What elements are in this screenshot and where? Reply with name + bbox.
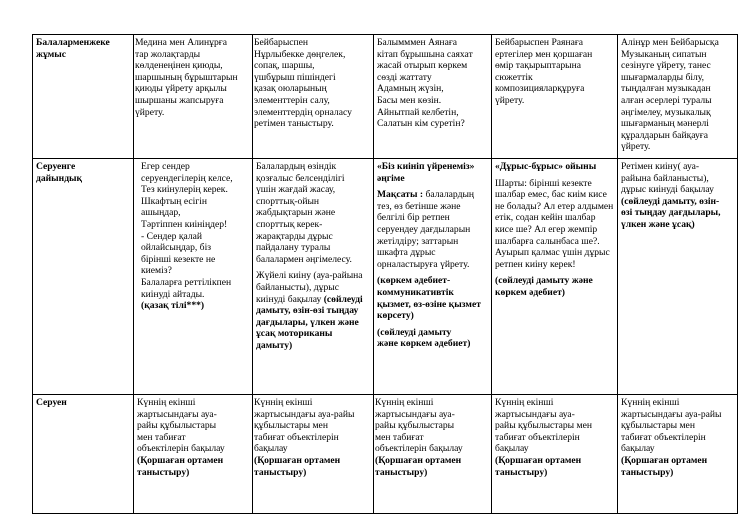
- cell-walk-day-1: [137, 397, 250, 512]
- table-border-right: [737, 34, 738, 514]
- cell-text: Ретімен киіну( ауа- райына байланысты), дұрыс киінуді бақылау: [621, 161, 714, 196]
- column-divider: [133, 34, 134, 514]
- bold-note: (Қоршаған ортамен таныстыру): [375, 454, 462, 478]
- cell-text: Шарты: бірінші кезекте шалбар емес, бас киім кисе не болады? Ал етер алдымен етік, содан кейін шалбар кисе ше? Ал егер жемпір шалбарға салынбаса ше?. Ауырып қалмас үшін дұрыс ретпен киіну керек!: [495, 177, 614, 270]
- bold-note: (сөйлеуді дамыту, өзін- өзі тыңдау дағдылары, үлкен және ұсақ): [621, 195, 721, 230]
- cell-text: Бейбарыспен Раянаға ертегілер мен қоршаған өмір тақырыптарына сюжеттік композицияларқұруға үйрету.: [495, 37, 593, 106]
- cell-individual-work-day-3: [377, 37, 489, 157]
- bold-note: (сөйлеуді дамыту, өзін-өзі тыңдау дағдылары, үлкен және ұсақ моториканы дамыту): [256, 293, 363, 351]
- cell-individual-work-day-4: [495, 37, 615, 157]
- row-header-walk: Серуен: [36, 397, 67, 408]
- cell-walk-preparation-day-5: [621, 161, 735, 393]
- cell-text: Алінұр мен Бейбарысқа Музыканың сипатын сезінуге үйрету, танес шығармаларды білу, тыңдалған музыкадан алған әсерлері туралы әңгімелеу, музыкалық шығарманың мәнерлі құралдарын байқауға үйрету.: [621, 37, 719, 153]
- cell-text: Күннің екінші жартысындағы ауа-райы құбылыстары мен табиғат объектілерін бақылау: [254, 397, 355, 455]
- table-border-left: [32, 34, 33, 514]
- cell-text: Медина мен Алинұрға тар жолақтарды көлденеңінен қиюды, шаршының бұрыштарын қиюды үйрету арқылы шыршаны жапсыруға үйрету.: [135, 37, 238, 118]
- column-divider: [373, 34, 374, 514]
- cell-walk-day-2: [254, 397, 371, 512]
- cell-individual-work-day-1: [135, 37, 250, 157]
- cell-individual-work-day-2: [254, 37, 371, 157]
- bold-note: (сөйлеуді дамыту және көркем әдебиет): [377, 326, 471, 350]
- bold-note: (Қоршаған ортамен таныстыру): [495, 454, 582, 478]
- bold-note: (Қоршаған ортамен таныстыру): [621, 454, 708, 478]
- table-border-top: [32, 34, 738, 35]
- cell-text: Бейбарыспен Нұрлыбекке дөңгелек, сопақ, шаршы, үшбұрыш пішіндегі қазақ оюларының элементтерін салу, элементтердің орналасу ретімен таныстыру.: [254, 37, 352, 130]
- bold-note: (көркем әдебиет- коммуникативтік қызмет, өз-өзіне қызмет көрсету): [377, 275, 481, 322]
- bold-note: «Біз киініп үйренеміз» әңгіме: [377, 161, 475, 184]
- cell-text: Күннің екінші жартысындағы ауа- райы құбылыстары мен табиғат объектілерін бақылау: [495, 397, 592, 455]
- cell-individual-work-day-5: [621, 37, 735, 157]
- bold-note: (Қоршаған ортамен таныстыру): [254, 454, 341, 478]
- column-divider: [491, 34, 492, 514]
- row-divider: [32, 394, 738, 395]
- cell-walk-day-4: [495, 397, 615, 512]
- column-divider: [252, 34, 253, 514]
- cell-text: Күннің екінші жартысындағы ауа- райы құбылыстары мен табиғат объектілерін бақылау: [137, 397, 225, 455]
- cell-walk-preparation-day-2: [256, 161, 371, 393]
- cell-walk-preparation-day-1: [141, 161, 250, 393]
- row-header-individual-work: Балаларменжеке жұмыс: [36, 37, 110, 60]
- row-header-walk-preparation: Серуенге дайындық: [36, 161, 83, 184]
- bold-note: «Дұрыс-бұрыс» ойыны: [495, 161, 597, 172]
- cell-text: Күннің екінші жартысындағы ауа-райы құбылыстары мен табиғат объектілерін бақылау: [621, 397, 722, 455]
- column-divider: [617, 34, 618, 514]
- table-border-bottom: [32, 513, 738, 514]
- schedule-table: [32, 34, 738, 514]
- cell-text: балалардың тез, өз бетінше және белгілі бір ретпен серуендеу дағдыларын жетілдіру; заттарын шкафта дұрыс орналастыруға үйрету.: [377, 189, 475, 270]
- bold-note: (Қоршаған ортамен таныстыру): [137, 454, 224, 478]
- bold-note: (қазақ тілі***): [141, 300, 205, 312]
- cell-walk-day-3: [375, 397, 489, 512]
- cell-text: Егер сендер серуендегілерің келсе, Тез киінулерің керек. Шкафтың есігін ашыңдар, Тәртіппен киініңдер! - Сендер қалай ойлайсыңдар, біз бірінші кезекте не киеміз? Балаларға реттілікпен киінуді айтады.: [141, 161, 233, 300]
- bold-note: Мақсаты :: [377, 189, 426, 201]
- row-divider: [32, 158, 738, 159]
- bold-note: (сөйлеуді дамыту және көркем әдебиет): [495, 275, 593, 298]
- cell-text: Күннің екінші жартысындағы ауа- райы құбылыстары мен табиғат объектілерін бақылау: [375, 397, 463, 455]
- cell-walk-preparation-day-4: [495, 161, 615, 393]
- cell-walk-preparation-day-3: [377, 161, 489, 393]
- cell-walk-day-5: [621, 397, 735, 512]
- cell-text: Жүйелі киіну (ауа-райына байланысты), дұрыс киінуді бақылау: [256, 270, 363, 305]
- cell-text: Балымммен Аянаға кітап бұрышына саяхат жасай отырып көркем сөзді жаттату Адамның жүзін, Басы мен көзін. Айнытпай келбетін, Салатын кім суретін?: [377, 37, 473, 130]
- cell-text: Балалардың өзіндік қозғалыс белсенділігі үшін жағдай жасау, спорттық-ойын жабдықтарын және спорттық керек- жарақтарды дұрыс пайдалану туралы балалармен әңгімелесу.: [256, 161, 352, 265]
